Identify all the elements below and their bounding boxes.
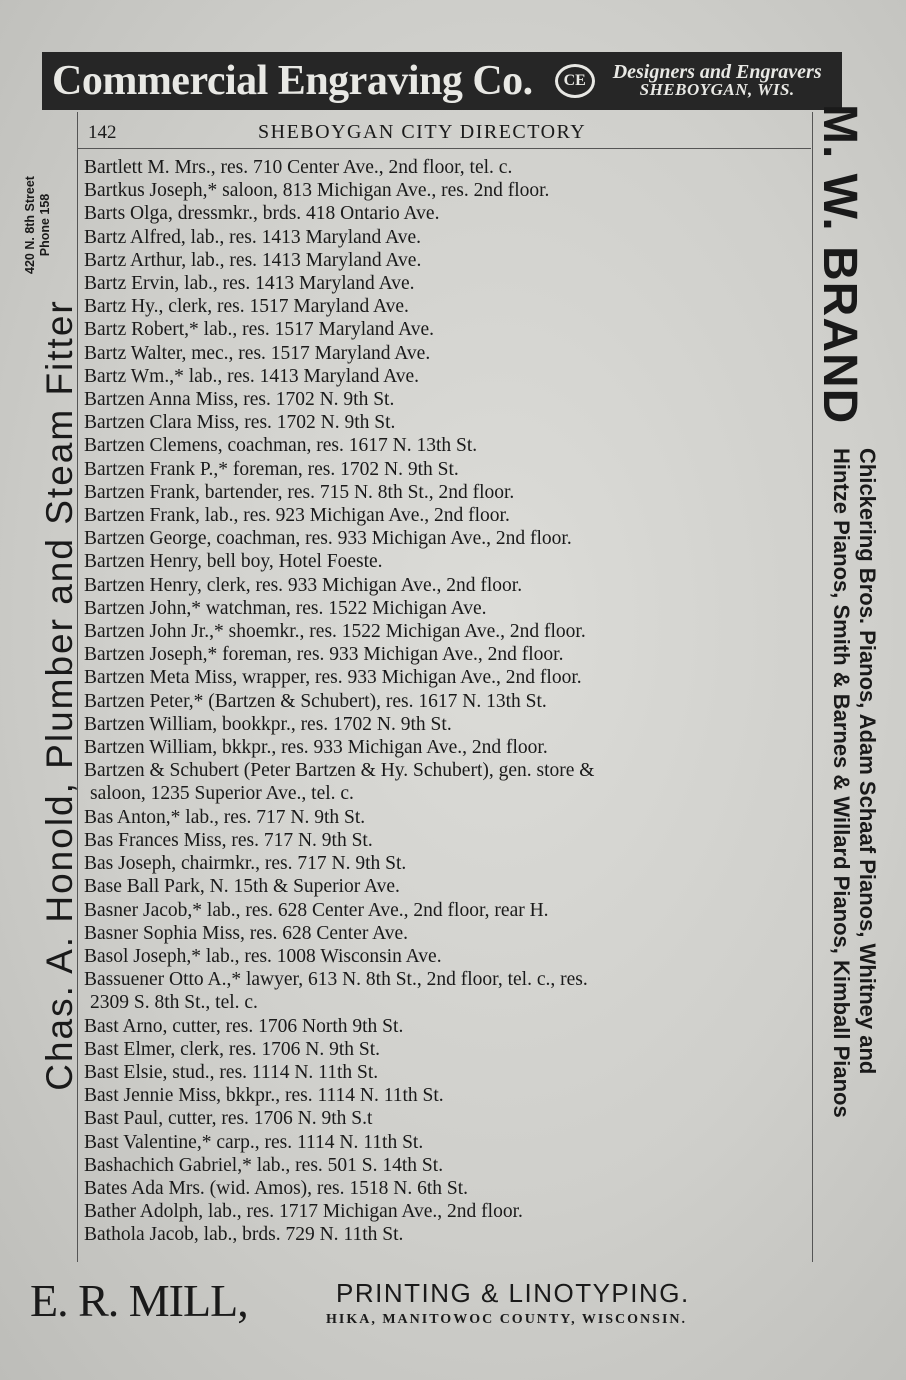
directory-entry: Bartzen Peter,* (Bartzen & Schubert), res. 1617 N. 13th St.	[84, 690, 547, 712]
directory-entry: Bas Frances Miss, res. 717 N. 9th St.	[84, 829, 373, 851]
banner-tagline-line1: Designers and Engravers	[612, 61, 822, 83]
directory-entry: Bartzen Henry, clerk, res. 933 Michigan Ave., 2nd floor.	[84, 574, 523, 596]
directory-entry: Bartzen Meta Miss, wrapper, res. 933 Michigan Ave., 2nd floor.	[84, 667, 582, 689]
directory-entry: Basner Sophia Miss, res. 628 Center Ave.	[84, 922, 409, 944]
directory-entry: Bartz Robert,* lab., res. 1517 Maryland Ave.	[84, 319, 435, 341]
directory-entry: Bast Arno, cutter, res. 1706 North 9th St.	[84, 1015, 404, 1037]
top-ad-banner	[42, 52, 842, 110]
directory-entry: Bartz Walter, mec., res. 1517 Maryland Ave.	[84, 342, 431, 364]
directory-entry: Bartzen & Schubert (Peter Bartzen & Hy. Schubert), gen. store &	[84, 760, 595, 782]
directory-entry: Bartz Arthur, lab., res. 1413 Maryland Ave.	[84, 249, 422, 271]
directory-entry: Bartzen Frank P.,* foreman, res. 1702 N. 9th St.	[84, 458, 459, 480]
left-address-phone: Phone 158	[38, 193, 52, 257]
bottom-ad-name: E. R. MILL,	[30, 1275, 248, 1326]
directory-entry: Basner Jacob,* lab., res. 628 Center Ave., 2nd floor, rear H.	[84, 899, 549, 921]
directory-entries	[84, 156, 814, 1247]
directory-entry: Bartzen John Jr.,* shoemkr., res. 1522 Michigan Ave., 2nd floor.	[84, 621, 586, 643]
directory-entry: Bartz Wm.,* lab., res. 1413 Maryland Ave.	[84, 365, 420, 387]
directory-entry: Bartzen John,* watchman, res. 1522 Michigan Ave.	[84, 597, 487, 619]
directory-entry: Bast Paul, cutter, res. 1706 N. 9th S.t	[84, 1108, 373, 1130]
directory-entry: Bates Ada Mrs. (wid. Amos), res. 1518 N. 6th St.	[84, 1177, 469, 1199]
directory-entry: Bashachich Gabriel,* lab., res. 501 S. 14th St.	[84, 1154, 444, 1176]
directory-entry: Bartzen William, bookkpr., res. 1702 N. 9th St.	[84, 713, 452, 735]
bottom-ad	[30, 1270, 850, 1340]
directory-entry: Bartzen Anna Miss, res. 1702 N. 9th St.	[84, 389, 395, 411]
page-number: 142	[88, 122, 117, 143]
directory-entry: Bartlett M. Mrs., res. 710 Center Ave., 2nd floor, tel. c.	[84, 157, 513, 178]
directory-entry: Bartz Ervin, lab., res. 1413 Maryland Ave.	[84, 273, 415, 295]
right-pianos-line1: Chickering Bros. Pianos, Adam Schaaf Pianos, Whitney and	[855, 448, 880, 1075]
directory-entry: Bast Jennie Miss, bkkpr., res. 1114 N. 11th St.	[84, 1085, 444, 1107]
directory-entry: Bartkus Joseph,* saloon, 813 Michigan Ave., res. 2nd floor.	[84, 180, 550, 202]
directory-entry: Bartzen Clara Miss, res. 1702 N. 9th St.	[84, 412, 396, 434]
directory-entry: Bartz Alfred, lab., res. 1413 Maryland Ave.	[84, 226, 422, 248]
directory-entry: Bartz Hy., clerk, res. 1517 Maryland Ave.	[84, 296, 409, 318]
banner-company-name: Commercial Engraving Co.	[52, 58, 533, 104]
directory-entry: Base Ball Park, N. 15th & Superior Ave.	[84, 876, 400, 898]
bottom-ad-service: PRINTING & LINOTYPING.	[336, 1278, 690, 1308]
banner-tagline-city: SHEBOYGAN, WIS.	[639, 80, 795, 99]
directory-entry: Bassuener Otto A.,* lawyer, 613 N. 8th St., 2nd floor, tel. c., res.	[84, 969, 588, 991]
header-divider	[77, 148, 811, 149]
directory-entry: Barts Olga, dressmkr., brds. 418 Ontario Ave.	[84, 203, 440, 225]
directory-entry: Bast Elsie, stud., res. 1114 N. 11th St.	[84, 1061, 379, 1083]
directory-entry: Bathola Jacob, lab., brds. 729 N. 11th St.	[84, 1224, 404, 1246]
left-side-address	[23, 120, 53, 330]
page-title: SHEBOYGAN CITY DIRECTORY	[258, 121, 587, 143]
directory-entry: Bartzen Clemens, coachman, res. 1617 N. 13th St.	[84, 435, 478, 457]
left-address-street: 420 N. 8th Street	[23, 176, 37, 274]
directory-entry: Bas Anton,* lab., res. 717 N. 9th St.	[84, 806, 366, 828]
directory-entry: Bartzen William, bkkpr., res. 933 Michigan Ave., 2nd floor.	[84, 737, 548, 759]
directory-entry: Bas Joseph, chairmkr., res. 717 N. 9th St.	[84, 853, 407, 875]
bottom-ad-location: HIKA, MANITOWOC COUNTY, WISCONSIN.	[326, 1312, 688, 1327]
directory-entry: Bartzen Frank, lab., res. 923 Michigan Ave., 2nd floor.	[84, 505, 510, 527]
directory-entry: Bast Elmer, clerk, res. 1706 N. 9th St.	[84, 1038, 381, 1060]
right-pianos-line2: Hintze Pianos, Smith & Barnes & Willard Pianos, Kimball Pianos	[829, 448, 854, 1118]
directory-entry: saloon, 1235 Superior Ave., tel. c.	[90, 783, 354, 805]
left-side-ad: Chas. A. Honold, Plumber and Steam Fitter	[39, 299, 80, 1091]
directory-entry: Bather Adolph, lab., res. 1717 Michigan Ave., 2nd floor.	[84, 1201, 523, 1223]
directory-entry: Basol Joseph,* lab., res. 1008 Wisconsin Ave.	[84, 945, 442, 967]
directory-entry: Bartzen Joseph,* foreman, res. 933 Michigan Ave., 2nd floor.	[84, 644, 564, 666]
directory-entry: Bast Valentine,* carp., res. 1114 N. 11th St.	[84, 1131, 424, 1153]
directory-entry: 2309 S. 8th St., tel. c.	[90, 992, 258, 1014]
directory-entry: Bartzen Henry, bell boy, Hotel Foeste.	[84, 551, 383, 573]
directory-entry: Bartzen George, coachman, res. 933 Michigan Ave., 2nd floor.	[84, 528, 572, 550]
company-logo: CE	[555, 64, 595, 98]
banner-tagline	[613, 63, 822, 99]
directory-entry: Bartzen Frank, bartender, res. 715 N. 8th St., 2nd floor.	[84, 481, 515, 503]
right-side-pianos	[828, 448, 880, 1278]
right-side-brand: M. W. BRAND	[813, 104, 866, 425]
